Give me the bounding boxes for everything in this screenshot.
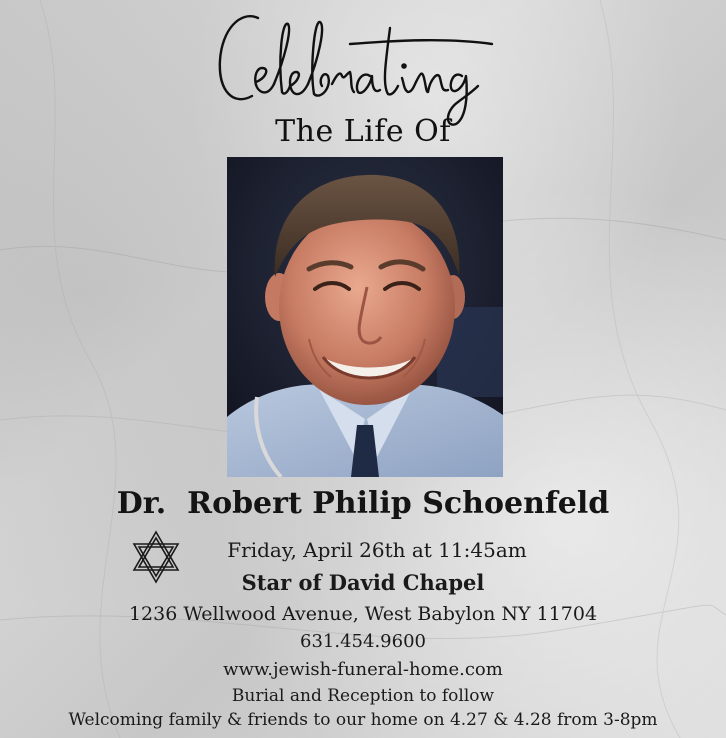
welcome-note: Welcoming family & friends to our home on 4.27 & 4.28 from 3-8pm bbox=[68, 710, 658, 730]
chapel-website: www.jewish-funeral-home.com bbox=[223, 659, 503, 680]
portrait-illustration bbox=[227, 157, 503, 477]
chapel-phone: 631.454.9600 bbox=[300, 631, 426, 652]
service-date-time: Friday, April 26th at 11:45am bbox=[227, 538, 527, 562]
the-life-of-subtitle: The Life Of bbox=[275, 114, 451, 149]
portrait-photo bbox=[227, 157, 503, 477]
burial-note: Burial and Reception to follow bbox=[231, 686, 495, 706]
celebrating-lettering bbox=[200, 0, 520, 130]
deceased-name: Dr. Robert Philip Schoenfeld bbox=[116, 486, 610, 521]
chapel-name: Star of David Chapel bbox=[241, 570, 485, 595]
chapel-address: 1236 Wellwood Avenue, West Babylon NY 11704 bbox=[128, 603, 598, 625]
celebrating-script-title bbox=[200, 0, 520, 130]
